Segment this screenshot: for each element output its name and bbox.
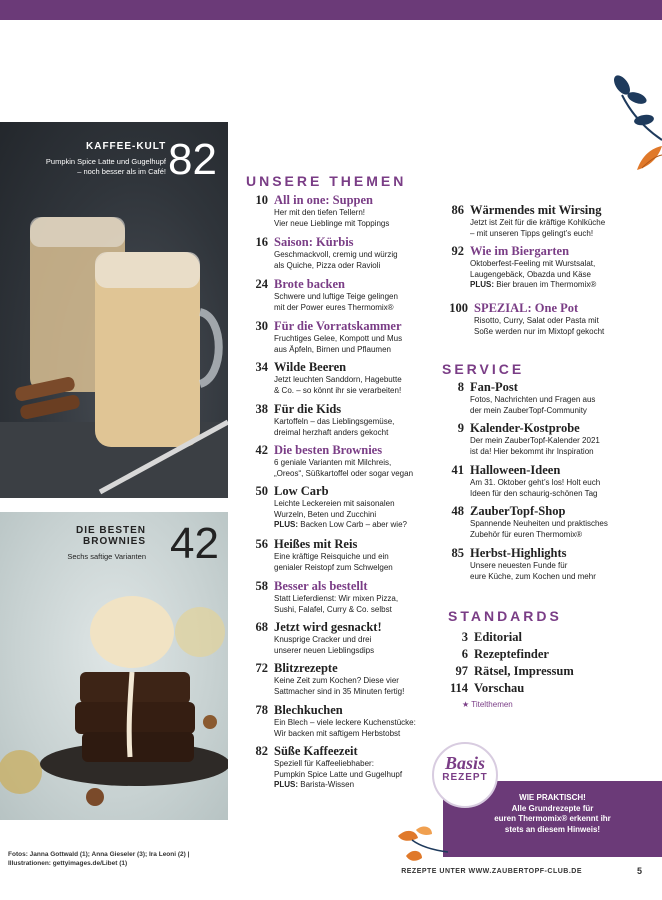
- toc-description-line: Jetzt leuchten Sanddorn, Hagebutte: [274, 375, 402, 384]
- toc-description-line: Speziell für Kaffeeliebhaber:: [274, 759, 374, 768]
- toc-item: [250, 661, 440, 697]
- toc-item: [250, 402, 440, 438]
- toc-item-header: [250, 703, 440, 718]
- toc-page-number: 24: [255, 277, 268, 291]
- toc-page-number: 50: [255, 484, 268, 498]
- basis-rezept-stamp-icon: [432, 742, 498, 808]
- toc-item: [446, 301, 636, 337]
- promo-line-3: euren Thermomix® erkennt ihr: [494, 814, 611, 823]
- toc-page-number: 58: [255, 579, 268, 593]
- toc-item: [250, 193, 440, 229]
- toc-description: [274, 552, 440, 573]
- section-title-standards: STANDARDS: [448, 608, 562, 624]
- page-number: 5: [637, 866, 643, 876]
- toc-description-line: Laugengebäck, Obazda und Käse: [470, 269, 591, 279]
- toc-page-number: 82: [255, 744, 268, 758]
- photo2-heading-2: BROWNIES: [83, 536, 146, 547]
- toc-title: Jetzt wird gesnackt!: [274, 620, 382, 634]
- toc-description-line: Der mein ZauberTopf-Kalender 2021: [470, 436, 600, 445]
- toc-item-header: [446, 380, 636, 395]
- photo1-subline-1: Pumpkin Spice Latte und Gugelhupf: [45, 157, 166, 166]
- toc-description: [274, 499, 440, 531]
- toc-plus-line: PLUS: Bier brauen im Thermomix®: [470, 280, 597, 289]
- promo-line-2: Alle Grundrezepte für: [511, 803, 594, 813]
- promo-line-1: WIE PRAKTISCH!: [519, 793, 586, 802]
- toc-page-number: 86: [451, 203, 464, 217]
- promo-line-4: stets an diesem Hinweis!: [504, 824, 601, 834]
- toc-title: Saison: Kürbis: [274, 235, 354, 249]
- toc-description-line: Schwere und luftige Teige gelingen: [274, 292, 398, 301]
- toc-plus-line: PLUS: Backen Low Carb – aber wie?: [274, 520, 407, 529]
- standards-item: [442, 664, 574, 679]
- toc-description: [274, 208, 440, 229]
- toc-item: [446, 546, 636, 582]
- toc-description-line: Soße werden nur im Mixtopf gekocht: [474, 326, 605, 336]
- footer-url: REZEPTE UNTER WWW.ZAUBERTOPF-CLUB.DE: [401, 868, 582, 875]
- toc-description-line: Ein Blech – viele leckere Kuchenstücke:: [274, 718, 416, 727]
- toc-item-header: [250, 744, 440, 759]
- toc-description: [274, 759, 440, 791]
- toc-page-number: 100: [449, 301, 468, 315]
- toc-item: [250, 703, 440, 739]
- toc-plus-text: Barista-Wissen: [300, 780, 355, 789]
- toc-plus-text: Bier brauen im Thermomix®: [496, 280, 597, 289]
- toc-item: [250, 319, 440, 355]
- photo2-page-number: 42: [170, 519, 219, 568]
- standards-title: Rätsel, Impressum: [474, 664, 574, 678]
- toc-plus-line: PLUS: Barista-Wissen: [274, 780, 355, 789]
- standards-title: Rezeptefinder: [474, 647, 549, 661]
- toc-page-number: 85: [451, 546, 464, 560]
- toc-item-header: [250, 620, 440, 635]
- toc-description-line: als Quiche, Pizza oder Ravioli: [274, 260, 381, 270]
- toc-description-line: unserer neuen Lieblingsdips: [274, 645, 375, 655]
- toc-page-number: 9: [457, 421, 464, 435]
- toc-page-number: 30: [255, 319, 268, 333]
- autumn-branch-illustration: [592, 60, 662, 190]
- toc-item-header: [446, 301, 636, 316]
- toc-description-line: Eine kräftige Reisquiche und ein: [274, 552, 389, 561]
- toc-title: Brote backen: [274, 277, 345, 291]
- toc-page-number: 92: [451, 244, 464, 258]
- toc-item-header: [250, 661, 440, 676]
- toc-item: [446, 244, 636, 291]
- toc-description: [474, 316, 636, 337]
- section-title-service: SERVICE: [442, 361, 525, 377]
- toc-title: Kalender-Kostprobe: [470, 421, 580, 435]
- toc-description-line: Sattmacher sind in 35 Minuten fertig!: [274, 686, 405, 696]
- toc-item-header: [250, 579, 440, 594]
- toc-description: [470, 218, 636, 239]
- toc-description: [274, 292, 440, 313]
- toc-description: [274, 718, 440, 739]
- toc-item-header: [250, 319, 440, 334]
- toc-page-number: 56: [255, 537, 268, 551]
- stamp-text-rezept: REZEPT: [442, 772, 488, 783]
- toc-title: Wilde Beeren: [274, 360, 347, 374]
- toc-description-line: genialer Reistopf zum Schwelgen: [274, 562, 393, 572]
- toc-description-line: Jetzt ist Zeit für die kräftige Kohlküche: [470, 218, 606, 227]
- toc-title: Low Carb: [274, 484, 329, 498]
- toc-description-line: Fruchtiges Gelee, Kompott und Mus: [274, 334, 403, 343]
- stamp-text-basis: Basis: [444, 753, 486, 773]
- toc-description-line: dreimal herzhaft anders gekocht: [274, 427, 389, 437]
- toc-description-line: – mit unseren Tipps gelingt’s euch!: [470, 228, 594, 238]
- toc-title: Blechkuchen: [274, 703, 343, 717]
- toc-description: [470, 478, 636, 499]
- standards-page-number: 97: [455, 664, 468, 678]
- section-title-themen: UNSERE THEMEN: [246, 173, 407, 189]
- top-color-bar: [0, 0, 662, 20]
- standards-title: Editorial: [474, 630, 522, 644]
- toc-item-header: [250, 484, 440, 499]
- toc-description: [274, 375, 440, 396]
- toc-description: [274, 676, 440, 697]
- toc-description-line: Kartoffeln – das Lieblingsgemüse,: [274, 417, 395, 426]
- toc-item-header: [250, 277, 440, 292]
- toc-description: [274, 417, 440, 438]
- toc-page-number: 41: [451, 463, 464, 477]
- photo1-subline-2: – noch besser als im Café!: [77, 167, 166, 176]
- photo-credit-line-1: Fotos: Janna Gottwald (1); Anna Gieseler (3); Ira Leoni (2) |: [8, 851, 190, 858]
- toc-title: Fan-Post: [470, 380, 518, 394]
- toc-title: Für die Kids: [274, 402, 342, 416]
- toc-item-header: [250, 443, 440, 458]
- toc-description-line: Geschmackvoll, cremig und würzig: [274, 250, 398, 259]
- toc-item-header: [446, 546, 636, 561]
- toc-page-number: 68: [255, 620, 268, 634]
- photo2-subline: Sechs saftige Varianten: [67, 552, 146, 561]
- toc-description-line: Ideen für den schaurig-schönen Tag: [470, 488, 598, 498]
- toc-item-header: [446, 504, 636, 519]
- photo-credit-line-2: Illustrationen: gettyimages.de/Libet (1): [8, 859, 128, 867]
- toc-description: [274, 458, 440, 479]
- toc-item-header: [250, 537, 440, 552]
- toc-title: Die besten Brownies: [274, 443, 383, 457]
- standards-title: Vorschau: [474, 681, 525, 695]
- toc-description-line: Keine Zeit zum Kochen? Diese vier: [274, 676, 399, 685]
- toc-description-line: Am 31. Oktober geht’s los! Holt euch: [470, 478, 601, 487]
- toc-page-number: 16: [255, 235, 268, 249]
- autumn-leaves-icon: [392, 822, 448, 868]
- toc-page-number: 8: [457, 380, 464, 394]
- toc-description-line: Vier neue Lieblinge mit Toppings: [274, 218, 390, 228]
- photo-brownies: [0, 512, 228, 820]
- toc-description: [470, 561, 636, 582]
- toc-description-line: Wurzeln, Beten und Zucchini: [274, 509, 377, 519]
- toc-description-line: Fotos, Nachrichten und Fragen aus: [470, 395, 596, 404]
- toc-item-header: [250, 360, 440, 375]
- toc-item: [446, 463, 636, 499]
- toc-description-line: eure Küche, zum Kochen und mehr: [470, 571, 596, 581]
- toc-page-number: 72: [255, 661, 268, 675]
- toc-description-line: Sushi, Falafel, Curry & Co. selbst: [274, 604, 392, 614]
- toc-description-line: 6 geniale Varianten mit Milchreis,: [274, 458, 392, 467]
- toc-item: [250, 620, 440, 656]
- toc-page-number: 10: [255, 193, 268, 207]
- toc-description: [274, 250, 440, 271]
- photo2-heading-1: DIE BESTEN: [75, 525, 146, 536]
- toc-item: [446, 203, 636, 239]
- toc-item-header: [250, 402, 440, 417]
- toc-item: [250, 744, 440, 791]
- toc-description-line: Zubehör für euren Thermomix®: [470, 529, 583, 539]
- standards-page-number: 114: [449, 681, 468, 695]
- toc-description-line: Statt Lieferdienst: Wir mixen Pizza,: [274, 594, 399, 603]
- photo2-heading: [76, 525, 146, 547]
- toc-description-line: mit der Power eures Thermomix®: [274, 302, 394, 312]
- toc-title: ZauberTopf-Shop: [470, 504, 566, 518]
- toc-title: Heißes mit Reis: [274, 537, 358, 551]
- toc-description-line: Unsere neuesten Funde für: [470, 561, 568, 570]
- toc-description-line: Spannende Neuheiten und praktisches: [470, 519, 608, 528]
- toc-item: [446, 421, 636, 457]
- toc-description-line: Wir backen mit saftigem Herbstobst: [274, 728, 401, 738]
- toc-item: [250, 579, 440, 615]
- toc-description-line: Pumpkin Spice Latte und Gugelhupf: [274, 769, 403, 779]
- toc-description: [470, 519, 636, 540]
- toc-title: Besser als bestellt: [274, 579, 368, 593]
- standards-item: [442, 630, 522, 645]
- toc-description-line: Oktoberfest-Feeling mit Wurstsalat,: [470, 259, 596, 268]
- toc-page-number: 38: [255, 402, 268, 416]
- standards-item: [442, 681, 524, 696]
- toc-description: [274, 635, 440, 656]
- toc-item: [250, 277, 440, 313]
- toc-title: Halloween-Ideen: [470, 463, 561, 477]
- toc-item-header: [446, 463, 636, 478]
- toc-page-number: 34: [255, 360, 268, 374]
- standards-page-number: 3: [461, 630, 468, 644]
- toc-description-line: aus Äpfeln, Birnen und Pflaumen: [274, 344, 391, 354]
- toc-description: [274, 594, 440, 615]
- toc-description: [470, 395, 636, 416]
- standards-page-number: 6: [461, 647, 468, 661]
- toc-title: Herbst-Highlights: [470, 546, 567, 560]
- photo1-subline: [46, 157, 166, 177]
- photo1-page-number: 82: [168, 135, 217, 184]
- toc-title: All in one: Suppen: [274, 193, 373, 207]
- toc-item: [446, 380, 636, 416]
- toc-item-header: [250, 235, 440, 250]
- toc-page-number: 78: [255, 703, 268, 717]
- toc-description-line: Her mit den tiefen Tellern!: [274, 208, 366, 217]
- toc-item-header: [446, 421, 636, 436]
- standards-item: [442, 647, 549, 662]
- toc-item: [250, 235, 440, 271]
- photo-pumpkin-spice-latte: [0, 122, 228, 498]
- toc-description-line: Leichte Leckereien mit saisonalen: [274, 499, 395, 508]
- toc-item: [250, 443, 440, 479]
- toc-description-line: ist da! Hier bekommt ihr Inspiration: [470, 446, 594, 456]
- toc-description-line: & Co. – so könnt ihr sie verarbeiten!: [274, 385, 402, 395]
- toc-description-line: Knusprige Cracker und drei: [274, 635, 372, 644]
- photo1-heading: KAFFEE-KULT: [86, 141, 167, 152]
- toc-item: [446, 504, 636, 540]
- toc-description-line: „Oreos“, Süßkartoffel oder sogar vegan: [274, 468, 414, 478]
- toc-title: Für die Vorratskammer: [274, 319, 402, 333]
- toc-item: [250, 537, 440, 573]
- toc-title: Süße Kaffeezeit: [274, 744, 358, 758]
- toc-description: [470, 436, 636, 457]
- toc-description-line: Risotto, Curry, Salat oder Pasta mit: [474, 316, 599, 325]
- toc-item-header: [446, 244, 636, 259]
- toc-item: [250, 484, 440, 531]
- toc-item-header: [446, 203, 636, 218]
- photo-credits: [8, 851, 238, 868]
- toc-page-number: 48: [451, 504, 464, 518]
- toc-title: Wärmendes mit Wirsing: [470, 203, 602, 217]
- toc-title: SPEZIAL: One Pot: [474, 301, 579, 315]
- toc-plus-text: Backen Low Carb – aber wie?: [300, 520, 407, 529]
- cover-topics-legend: ★ Titelthemen: [462, 700, 513, 709]
- toc-item-header: [250, 193, 440, 208]
- toc-title: Wie im Biergarten: [470, 244, 570, 258]
- toc-page-number: 42: [255, 443, 268, 457]
- toc-description: [470, 259, 636, 291]
- toc-description-line: der mein ZauberTopf-Community: [470, 405, 587, 415]
- toc-title: Blitzrezepte: [274, 661, 338, 675]
- toc-item: [250, 360, 440, 396]
- toc-description: [274, 334, 440, 355]
